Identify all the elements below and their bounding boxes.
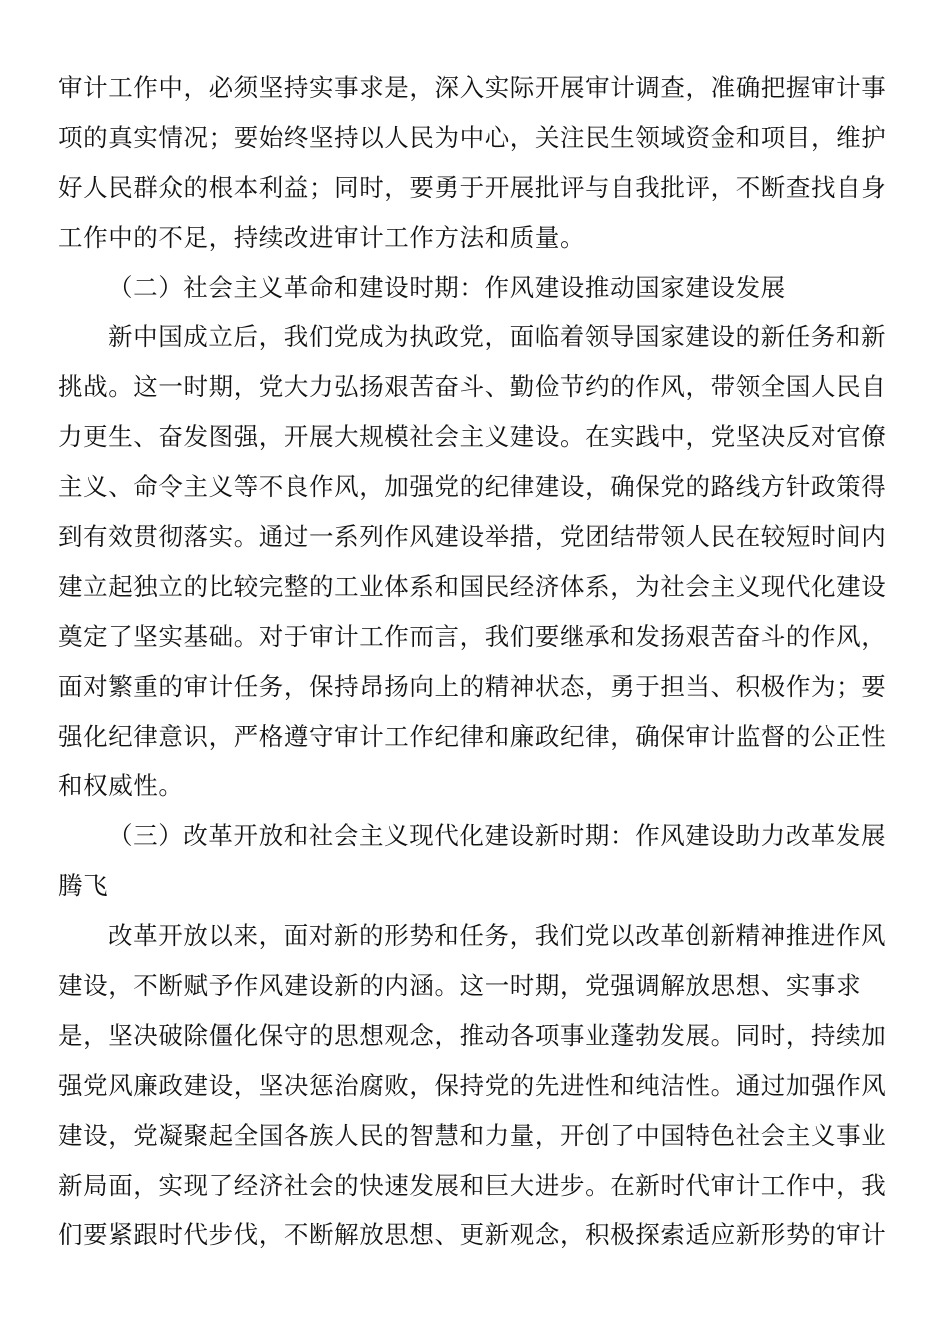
text-line: 挑战。这一时期，党大力弘扬艰苦奋斗、勤俭节约的作风，带领全国人民自 bbox=[58, 372, 887, 402]
text-line: 面对繁重的审计任务，保持昂扬向上的精神状态，勇于担当、积极作为；要 bbox=[58, 671, 887, 701]
text-line: 力更生、奋发图强，开展大规模社会主义建设。在实践中，党坚决反对官僚 bbox=[58, 422, 887, 452]
text-line: 项的真实情况；要始终坚持以人民为中心，关注民生领域资金和项目，维护 bbox=[58, 122, 887, 152]
text-line: 奠定了坚实基础。对于审计工作而言，我们要继承和发扬艰苦奋斗的作风， bbox=[58, 621, 887, 651]
text-line: 是，坚决破除僵化保守的思想观念，推动各项事业蓬勃发展。同时，持续加 bbox=[58, 1020, 887, 1050]
heading-line: （三）改革开放和社会主义现代化建设新时期：作风建设助力改革发展 bbox=[108, 821, 887, 851]
text-line: 建立起独立的比较完整的工业体系和国民经济体系，为社会主义现代化建设 bbox=[58, 571, 887, 601]
text-line: 改革开放以来，面对新的形势和任务，我们党以改革创新精神推进作风 bbox=[108, 921, 887, 951]
section-heading-3 bbox=[58, 811, 888, 911]
text-line: 们要紧跟时代步伐，不断解放思想、更新观念，积极探索适应新形势的审计 bbox=[58, 1220, 887, 1250]
text-line: 好人民群众的根本利益；同时，要勇于开展批评与自我批评，不断查找自身 bbox=[58, 172, 887, 202]
heading-line: （二）社会主义革命和建设时期：作风建设推动国家建设发展 bbox=[108, 272, 786, 302]
paragraph-section-2 bbox=[58, 312, 888, 811]
text-line: 新中国成立后，我们党成为执政党，面临着领导国家建设的新任务和新 bbox=[108, 322, 887, 352]
text-line: 审计工作中，必须坚持实事求是，深入实际开展审计调查，准确把握审计事 bbox=[58, 73, 887, 102]
text-line: 工作中的不足，持续改进审计工作方法和质量。 bbox=[58, 222, 586, 252]
heading-line: 腾飞 bbox=[58, 871, 109, 901]
text-line: 建设，党凝聚起全国各族人民的智慧和力量，开创了中国特色社会主义事业 bbox=[58, 1120, 887, 1150]
text-line: 建设，不断赋予作风建设新的内涵。这一时期，党强调解放思想、实事求 bbox=[58, 971, 862, 1001]
text-line: 新局面，实现了经济社会的快速发展和巨大进步。在新时代审计工作中，我 bbox=[58, 1170, 887, 1200]
paragraph-continuation bbox=[58, 63, 888, 263]
text-line: 主义、命令主义等不良作风，加强党的纪律建设，确保党的路线方针政策得 bbox=[58, 472, 887, 502]
document-page bbox=[58, 63, 888, 1260]
text-line: 到有效贯彻落实。通过一系列作风建设举措，党团结带领人民在较短时间内 bbox=[58, 522, 887, 552]
text-line: 和权威性。 bbox=[58, 771, 184, 801]
text-line: 强化纪律意识，严格遵守审计工作纪律和廉政纪律，确保审计监督的公正性 bbox=[58, 721, 887, 751]
text-line: 强党风廉政建设，坚决惩治腐败，保持党的先进性和纯洁性。通过加强作风 bbox=[58, 1070, 887, 1100]
section-heading-2 bbox=[58, 263, 888, 313]
paragraph-section-3 bbox=[58, 911, 888, 1260]
